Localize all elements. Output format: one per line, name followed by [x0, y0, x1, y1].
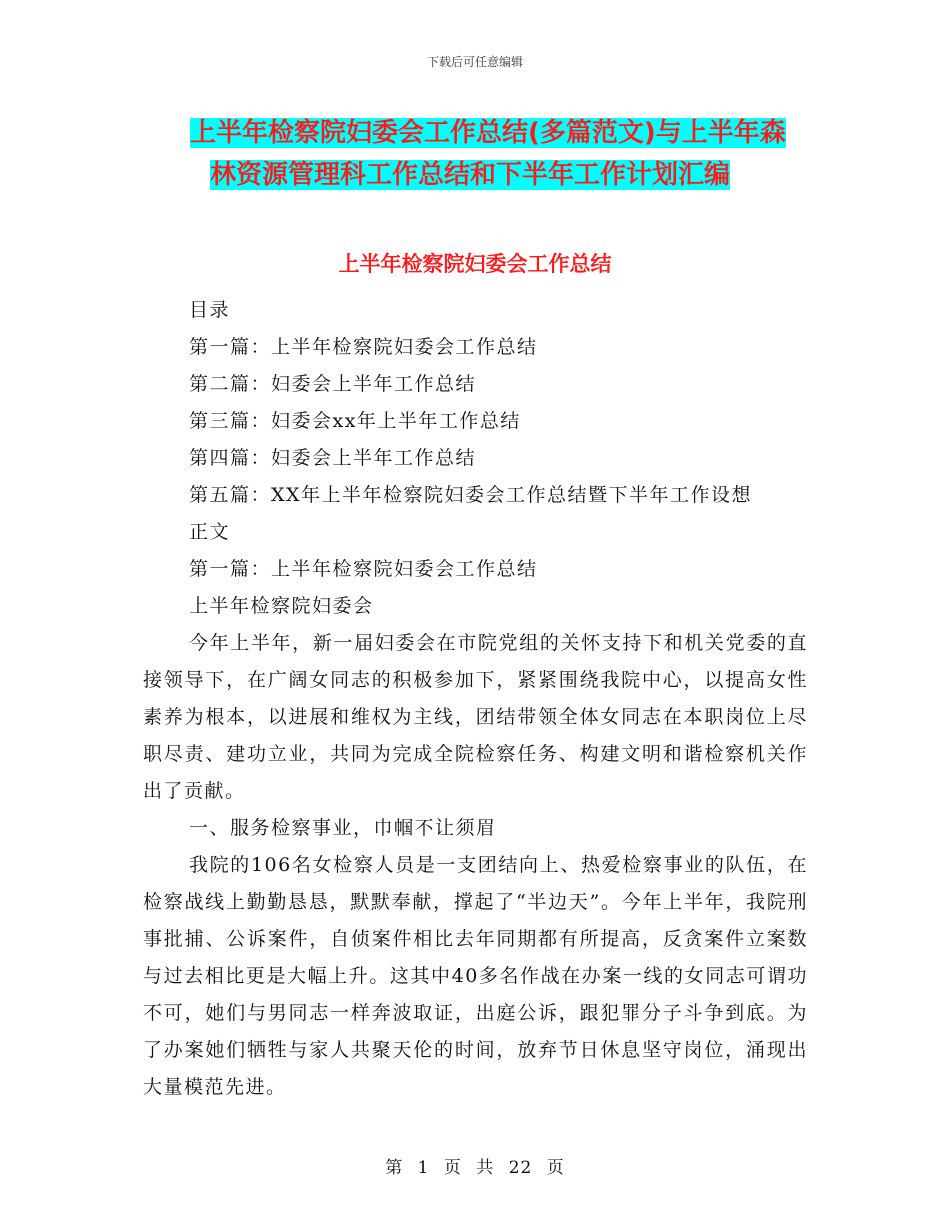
document-title	[190, 112, 830, 196]
toc-item: 第四篇：妇委会上半年工作总结	[189, 447, 477, 469]
footer-total-pages: 22	[508, 1158, 533, 1178]
toc-item: 第五篇：XX年上半年检察院妇委会工作总结暨下半年工作设想	[189, 484, 753, 506]
toc-item: 第三篇：妇委会xx年上半年工作总结	[189, 410, 521, 432]
section-heading: 一、服务检察事业，巾帼不让须眉	[189, 817, 497, 839]
title-line-2	[190, 154, 830, 196]
footer-total-prefix: 共	[476, 1158, 495, 1178]
title-line-1	[190, 112, 830, 154]
header-note: 下载后可任意编辑	[426, 55, 523, 69]
organization-line: 上半年检察院妇委会	[189, 595, 374, 617]
footer-suffix: 页	[546, 1158, 565, 1178]
toc-item: 第一篇：上半年检察院妇委会工作总结	[189, 336, 538, 358]
toc-item: 第二篇：妇委会上半年工作总结	[189, 373, 477, 395]
title-line-1-text: 上半年检察院妇委会工作总结(多篇范文)与上半年森	[190, 118, 786, 148]
section-title: 上半年检察院妇委会工作总结	[338, 252, 612, 276]
chapter-heading: 第一篇：上半年检察院妇委会工作总结	[189, 558, 538, 580]
toc-heading: 目录	[189, 299, 231, 321]
document-body	[143, 292, 808, 1106]
paragraph: 我院的106名女检察人员是一支团结向上、热爱检察事业的队伍，在检察战线上勤勤恳恳，默默奉献，撑起了“半边天”。今年上半年，我院刑事批捕、公诉案件，自侦案件相比去年同期都有所提高，反贪案件立案数与过去相比更是大幅上升。这其中40多名作战在办案一线的女同志可谓功不可，她们与男同志一样奔波取证，出庭公诉，跟犯罪分子斗争到底。为了办案她们牺牲与家人共聚天伦的时间，放弃节日休息坚守岗位，涌现出大量模范先进。	[143, 854, 808, 1098]
footer-page-number: 1	[417, 1158, 430, 1178]
page-footer	[0, 1153, 950, 1178]
footer-prefix: 第	[385, 1158, 404, 1178]
zhengwen-heading: 正文	[189, 521, 231, 543]
title-line-2-text: 林资源管理科工作总结和下半年工作计划汇编	[210, 160, 731, 190]
paragraph: 今年上半年，新一届妇委会在市院党组的关怀支持下和机关党委的直接领导下，在广阔女同志的积极参加下，紧紧围绕我院中心，以提高女性素养为根本，以进展和维权为主线，团结带领全体女同志在本职岗位上尽职尽责、建功立业，共同为完成全院检察任务、构建文明和谐检察机关作出了贡献。	[143, 632, 808, 802]
footer-page-word: 页	[443, 1158, 462, 1178]
